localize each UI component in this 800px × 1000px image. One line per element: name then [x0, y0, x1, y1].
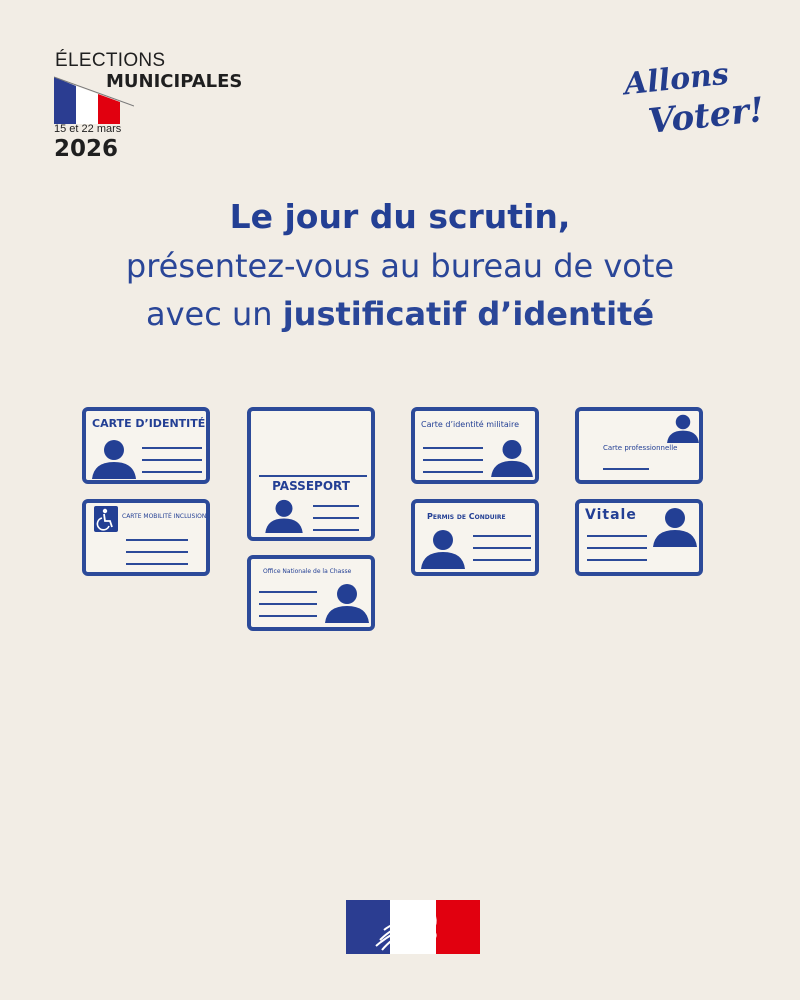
person-icon	[92, 439, 136, 479]
slogan-part1: Allons	[622, 56, 731, 103]
card-professionnelle	[575, 407, 703, 484]
card-line	[587, 535, 647, 537]
election-dates: 15 et 22 mars	[54, 123, 122, 135]
card-title: CARTE D’IDENTITÉ	[92, 417, 206, 430]
card-line	[423, 459, 483, 461]
card-line	[259, 475, 367, 477]
card-title: Office Nationale de la Chasse	[263, 568, 352, 575]
card-title: Permis de Conduire	[427, 512, 506, 521]
person-icon	[265, 499, 303, 533]
marianne-logo	[346, 900, 480, 954]
card-title: Carte professionnelle	[603, 444, 678, 452]
card-line	[423, 471, 483, 473]
card-line	[313, 517, 359, 519]
headline	[0, 192, 800, 338]
card-line	[142, 471, 202, 473]
headline-line2: présentez-vous au bureau de vote	[125, 247, 675, 285]
card-line	[259, 603, 317, 605]
card-line	[126, 551, 188, 553]
allons-voter-slogan	[612, 56, 766, 158]
person-icon	[667, 414, 699, 443]
card-line	[142, 447, 202, 449]
card-identite-militaire	[411, 407, 539, 484]
card-vitale	[575, 499, 703, 576]
headline-line1: Le jour du scrutin,	[229, 197, 571, 236]
card-line	[313, 529, 359, 531]
wheelchair-icon	[94, 506, 118, 532]
card-line	[142, 459, 202, 461]
municipales-label: MUNICIPALES	[106, 71, 243, 92]
card-carte-identite	[82, 407, 210, 484]
elections-logo	[52, 50, 252, 170]
person-icon	[653, 507, 697, 547]
card-line	[587, 559, 647, 561]
person-icon	[491, 439, 533, 477]
card-passeport	[247, 407, 375, 541]
slogan-part2: Voter!	[646, 90, 766, 142]
elections-label: ÉLECTIONS	[55, 50, 166, 71]
card-title: Carte d’identité militaire	[421, 420, 520, 429]
card-title: Vitale	[585, 507, 637, 523]
card-line	[473, 535, 531, 537]
card-line	[259, 615, 317, 617]
card-line	[313, 505, 359, 507]
card-line	[603, 468, 649, 470]
card-permis-conduire	[411, 499, 539, 576]
headline-line3-prefix: avec un	[145, 295, 283, 333]
card-title: CARTE MOBILITÉ INCLUSION	[122, 513, 207, 520]
headline-line3-bold: justificatif d’identité	[282, 295, 655, 333]
card-line	[423, 447, 483, 449]
headline-line3	[0, 290, 800, 338]
card-line	[473, 559, 531, 561]
card-line	[259, 591, 317, 593]
card-office-chasse	[247, 555, 375, 631]
card-line	[126, 563, 188, 565]
election-year: 2026	[54, 136, 119, 162]
card-line	[126, 539, 188, 541]
card-line	[473, 547, 531, 549]
person-icon	[325, 583, 369, 623]
card-mobilite-inclusion	[82, 499, 210, 576]
card-line	[587, 547, 647, 549]
card-title: PASSEPORT	[272, 479, 350, 493]
person-icon	[421, 529, 465, 569]
